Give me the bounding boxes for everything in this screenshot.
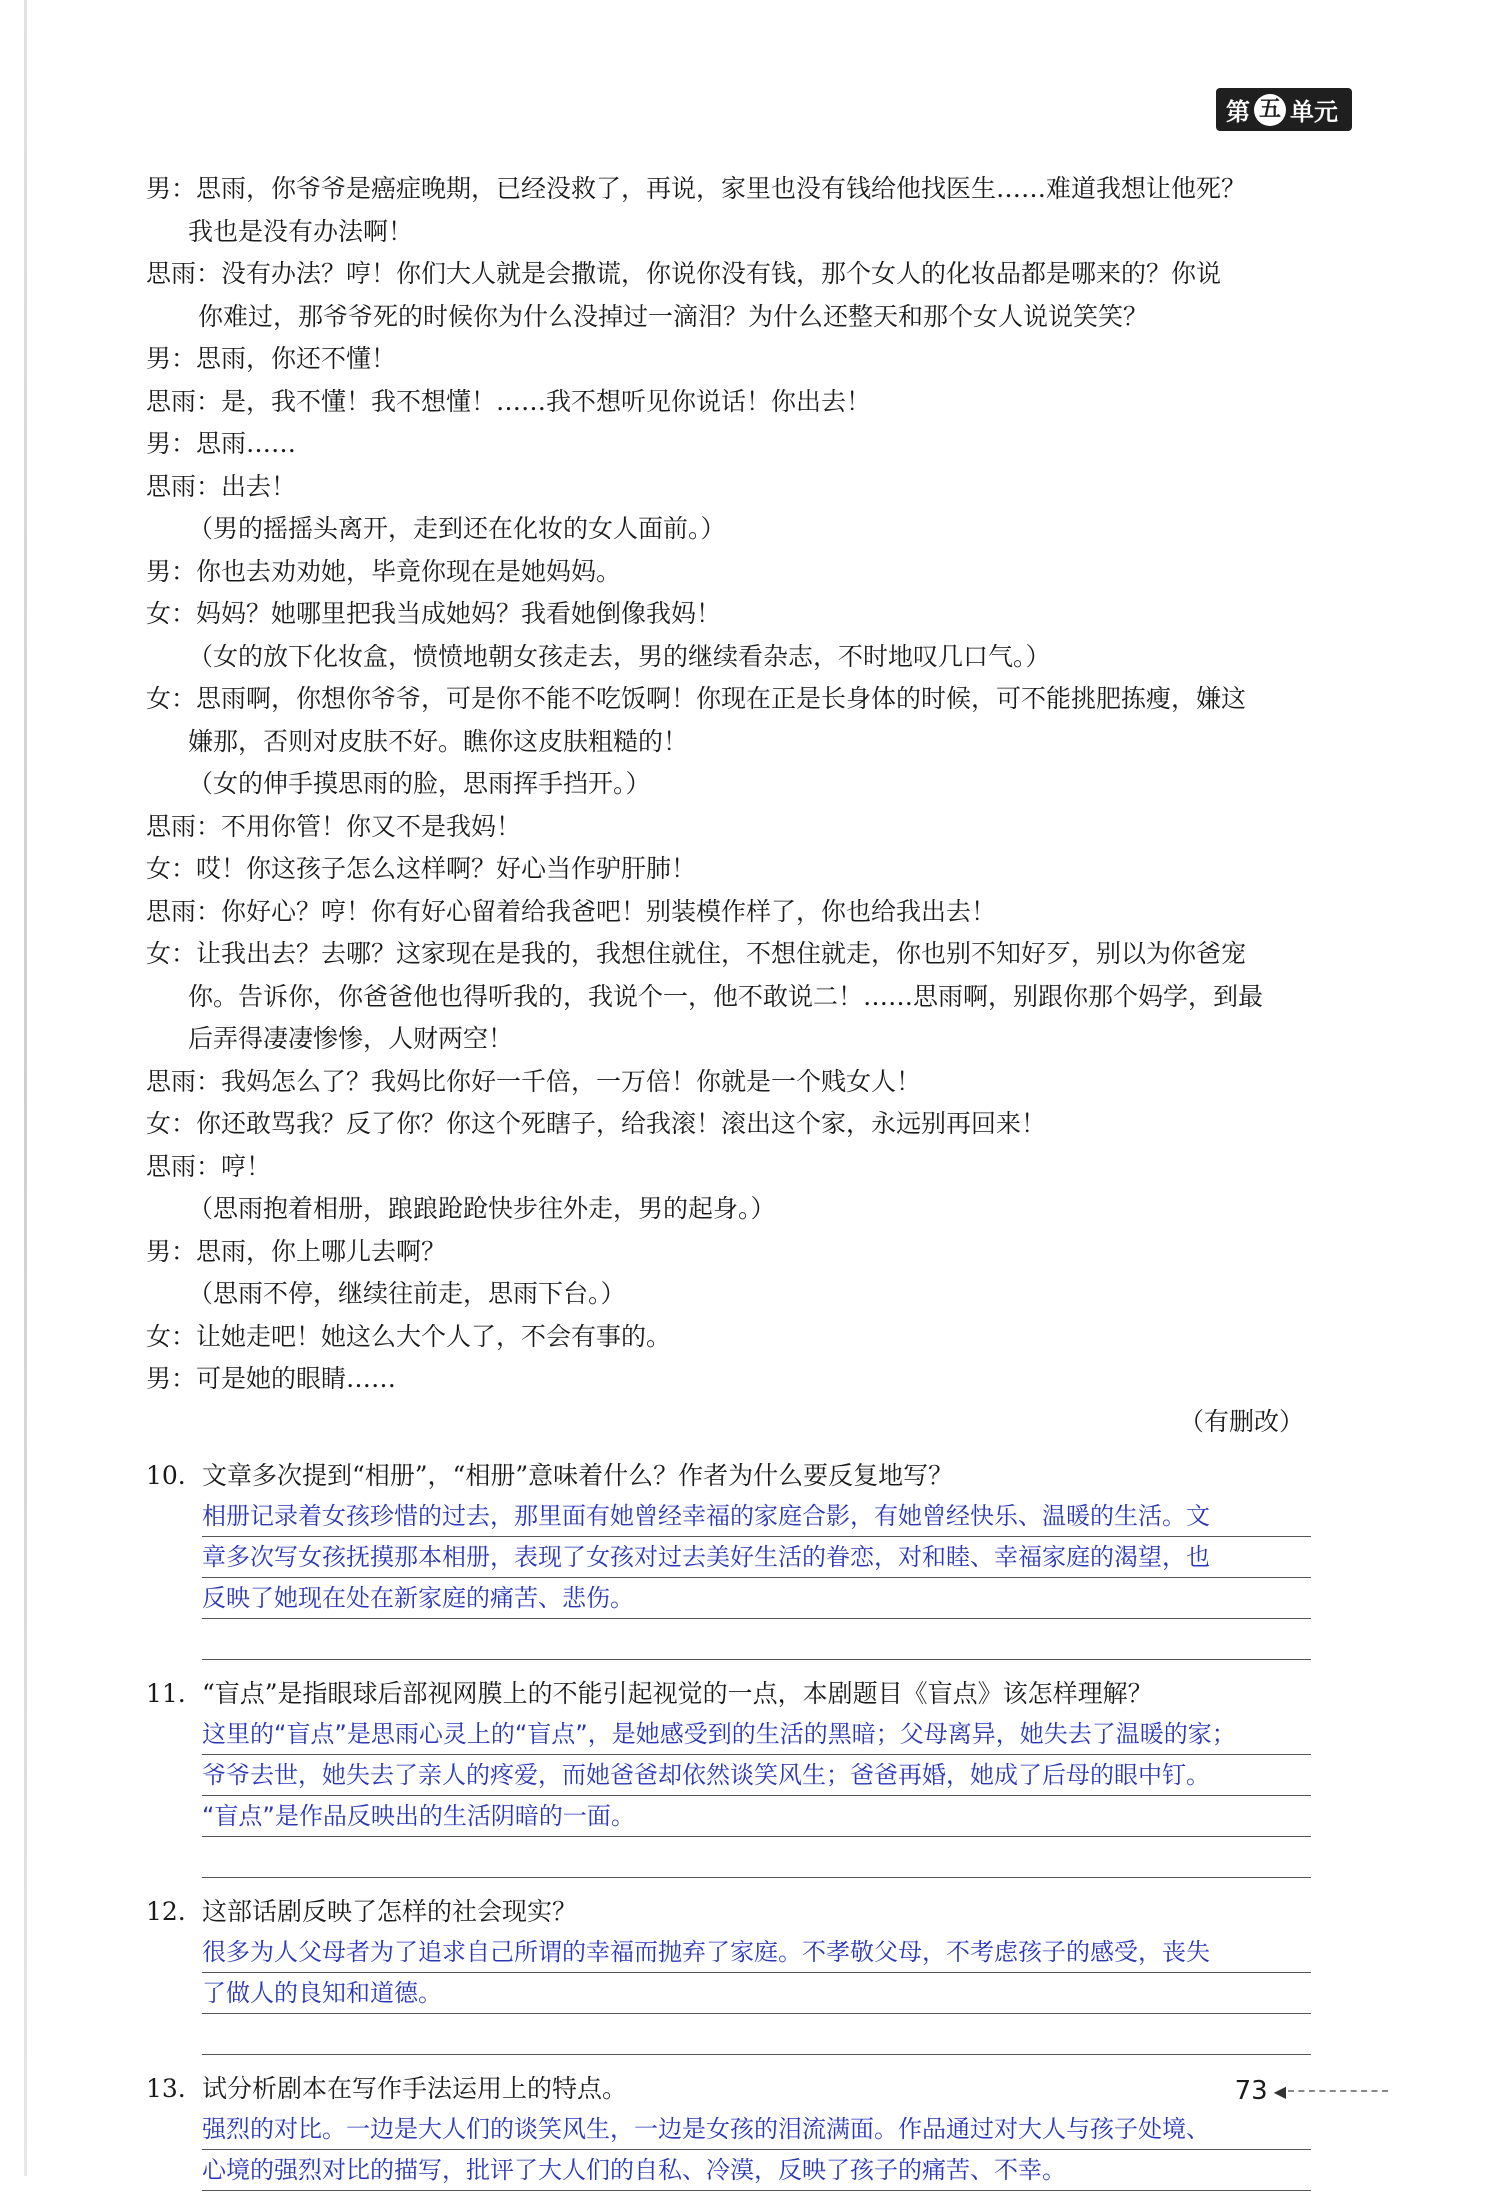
speaker-colon: ： bbox=[171, 854, 197, 883]
speaker-colon: ： bbox=[171, 1236, 197, 1266]
speaker-colon: ： bbox=[196, 471, 222, 501]
speaker-colon: ： bbox=[196, 896, 222, 926]
speaker-colon: ： bbox=[196, 1066, 222, 1096]
speaker-name: 思雨 bbox=[146, 1151, 197, 1181]
stage-direction: （男的摇摇头离开，走到还在化妆的女人面前。） bbox=[188, 514, 726, 543]
dialogue-line bbox=[146, 338, 1306, 381]
speaker-name: 思雨 bbox=[146, 896, 197, 926]
handwritten-answer-line: 爷爷去世，她失去了亲人的疼爱，而她爸爸却依然谈笑风生；爸爸再婚，她成了后母的眼中钉。 bbox=[202, 1755, 1311, 1796]
answer-block bbox=[202, 1932, 1311, 2055]
dialogue-continuation: 你难过，那爷爷死的时候你为什么没掉过一滴泪？为什么还整天和那个女人说说笑笑？ bbox=[198, 301, 1149, 331]
dialogue-text: 你好心？哼！你有好心留着给我爸吧！别装模作样了，你也给我出去！ bbox=[221, 896, 997, 926]
handwritten-answer-line: 反映了她现在处在新家庭的痛苦、悲伤。 bbox=[202, 1578, 1311, 1619]
dialogue-line bbox=[146, 381, 1306, 424]
handwritten-answer-line: “盲点”是作品反映出的生活阴暗的一面。 bbox=[202, 1796, 1311, 1837]
answer-block bbox=[202, 1496, 1311, 1660]
dialogue-text: 出去！ bbox=[221, 471, 297, 501]
dialogue-line bbox=[146, 551, 1306, 594]
page-number: 73 bbox=[1234, 2076, 1268, 2106]
dialogue-text: 让我出去？去哪？这家现在是我的，我想住就住，不想住就走，你也别不知好歹，别以为你爸宠 bbox=[196, 939, 1247, 968]
speaker-name: 男 bbox=[146, 344, 172, 373]
stage-direction: （女的放下化妆盒，愤愤地朝女孩走去，男的继续看杂志，不时地叹几口气。） bbox=[188, 641, 1051, 671]
speaker-colon: ： bbox=[171, 684, 197, 713]
source-note: （有删改） bbox=[1178, 1406, 1304, 1436]
speaker-colon: ： bbox=[196, 1151, 222, 1181]
dialogue-line bbox=[146, 1358, 1306, 1401]
unit-suffix: 单元 bbox=[1290, 98, 1338, 126]
dialogue-text: 你也去劝劝她，毕竟你现在是她妈妈。 bbox=[196, 556, 622, 586]
dialogue-text: 可是她的眼睛…… bbox=[196, 1364, 397, 1393]
handwritten-answer-line: 了做人的良知和道德。 bbox=[202, 1973, 1311, 2014]
question-item bbox=[146, 1456, 1311, 1660]
dialogue-text: 你还敢骂我？反了你？你这个死瞎子，给我滚！滚出这个家，永远别再回来！ bbox=[196, 1109, 1047, 1138]
question-text: 这部话剧反映了怎样的社会现实？ bbox=[202, 1897, 578, 1926]
dialogue-line bbox=[146, 1146, 1306, 1189]
unit-badge bbox=[1216, 88, 1352, 131]
answer-blank-line bbox=[202, 2014, 1311, 2055]
stage-direction: （思雨不停，继续往前走，思雨下台。） bbox=[188, 1279, 626, 1308]
answer-blank-line bbox=[202, 1619, 1311, 1660]
questions-section bbox=[146, 1456, 1311, 2205]
dialogue-line bbox=[146, 1061, 1306, 1104]
question-text: 文章多次提到“相册”，“相册”意味着什么？作者为什么要反复地写？ bbox=[202, 1461, 954, 1490]
dialogue-text: 哼！ bbox=[221, 1151, 272, 1181]
speaker-colon: ： bbox=[171, 344, 197, 373]
speaker-name: 女 bbox=[146, 684, 172, 713]
speaker-name: 男 bbox=[146, 1236, 172, 1266]
speaker-colon: ： bbox=[171, 1321, 197, 1351]
speaker-colon: ： bbox=[196, 259, 222, 288]
answer-block bbox=[202, 1714, 1311, 1878]
dialogue-line bbox=[146, 678, 1306, 763]
dialogue-text: 我妈怎么了？我妈比你好一千倍，一万倍！你就是一个贱女人！ bbox=[221, 1066, 922, 1096]
question-item bbox=[146, 2069, 1311, 2191]
speaker-colon: ： bbox=[171, 1364, 197, 1393]
question-item bbox=[146, 1892, 1311, 2055]
question-item bbox=[146, 1674, 1311, 1878]
speaker-colon: ： bbox=[171, 599, 197, 628]
dashed-rule bbox=[1288, 2090, 1388, 2092]
dialogue-text: 思雨，你爷爷是癌症晚期，已经没救了，再说，家里也没有钱给他找医生……难道我想让他死？ bbox=[196, 174, 1247, 203]
speaker-colon: ： bbox=[171, 1109, 197, 1138]
dialogue-line bbox=[146, 168, 1306, 253]
handwritten-answer-line: 这里的“盲点”是思雨心灵上的“盲点”，是她感受到的生活的黑暗；父母离异，她失去了温暖的家； bbox=[202, 1714, 1311, 1755]
dialogue-line bbox=[146, 1316, 1306, 1359]
dialogue-text: 让她走吧！她这么大个人了，不会有事的。 bbox=[196, 1321, 672, 1351]
dialogue-line bbox=[146, 253, 1306, 338]
question-text: “盲点”是指眼球后部视网膜上的不能引起视觉的一点，本剧题目《盲点》该怎样理解？ bbox=[202, 1679, 1153, 1708]
question-text: 试分析剧本在写作手法运用上的特点。 bbox=[202, 2074, 628, 2103]
dialogue-text: 思雨啊，你想你爷爷，可是你不能不吃饭啊！你现在正是长身体的时候，可不能挑肥拣瘦，嫌这 bbox=[196, 684, 1247, 713]
dialogue-line bbox=[146, 891, 1306, 934]
handwritten-answer-line: 很多为人父母者为了追求自己所谓的幸福而抛弃了家庭。不孝敬父母，不考虑孩子的感受，丧失 bbox=[202, 1932, 1311, 1973]
dialogue-line bbox=[146, 466, 1306, 509]
question-prompt bbox=[146, 1456, 1311, 1496]
question-prompt bbox=[146, 1892, 1311, 1932]
dialogue-line bbox=[146, 593, 1306, 636]
question-number: 13. bbox=[146, 2074, 186, 2103]
dialogue-line bbox=[146, 1103, 1306, 1146]
speaker-name: 女 bbox=[146, 939, 172, 968]
dialogue-text: 思雨，你上哪儿去啊？ bbox=[196, 1236, 447, 1266]
speaker-colon: ： bbox=[171, 556, 197, 586]
dialogue-line bbox=[146, 933, 1306, 1061]
speaker-name: 思雨 bbox=[146, 811, 197, 841]
answer-block bbox=[202, 2109, 1311, 2191]
answer-blank-line bbox=[202, 1837, 1311, 1878]
question-prompt bbox=[146, 1674, 1311, 1714]
handwritten-answer-line: 强烈的对比。一边是大人们的谈笑风生，一边是女孩的泪流满面。作品通过对大人与孩子处境、 bbox=[202, 2109, 1311, 2150]
speaker-colon: ： bbox=[171, 939, 197, 968]
speaker-name: 男 bbox=[146, 556, 172, 586]
play-script bbox=[146, 168, 1306, 1443]
speaker-colon: ： bbox=[171, 429, 197, 458]
dialogue-line bbox=[146, 423, 1306, 466]
dialogue-text: 思雨，你还不懂！ bbox=[196, 344, 397, 373]
dialogue-continuation: 我也是没有办法啊！ bbox=[188, 216, 414, 246]
unit-prefix: 第 bbox=[1226, 98, 1250, 126]
speaker-name: 女 bbox=[146, 1321, 172, 1351]
speaker-name: 男 bbox=[146, 429, 172, 458]
page-number-footer bbox=[1235, 2076, 1388, 2106]
dialogue-continuation: 你。告诉你，你爸爸他也得听我的，我说个一，他不敢说二！……思雨啊，别跟你那个妈学，到最 bbox=[188, 981, 1264, 1011]
handwritten-answer-line: 心境的强烈对比的描写，批评了大人们的自私、冷漠，反映了孩子的痛苦、不幸。 bbox=[202, 2150, 1311, 2191]
dialogue-line bbox=[146, 806, 1306, 849]
dialogue-text: 哎！你这孩子怎么这样啊？好心当作驴肝肺！ bbox=[196, 854, 697, 883]
dialogue-text: 思雨…… bbox=[196, 429, 297, 458]
question-prompt bbox=[146, 2069, 1311, 2109]
speaker-name: 男 bbox=[146, 1364, 172, 1393]
speaker-name: 思雨 bbox=[146, 471, 197, 501]
dialogue-text: 妈妈？她哪里把我当成她妈？我看她倒像我妈！ bbox=[196, 599, 722, 628]
question-number: 10. bbox=[146, 1461, 186, 1490]
stage-direction: （思雨抱着相册，踉踉跄跄快步往外走，男的起身。） bbox=[188, 1194, 776, 1223]
speaker-name: 女 bbox=[146, 599, 172, 628]
dialogue-continuation: 后弄得凄凄惨惨，人财两空！ bbox=[188, 1024, 514, 1053]
speaker-colon: ： bbox=[171, 174, 197, 203]
unit-number: 五 bbox=[1254, 94, 1286, 126]
question-number: 12. bbox=[146, 1897, 186, 1926]
speaker-name: 思雨 bbox=[146, 386, 197, 416]
speaker-name: 女 bbox=[146, 1109, 172, 1138]
stage-direction: （女的伸手摸思雨的脸，思雨挥手挡开。） bbox=[188, 769, 651, 798]
speaker-name: 女 bbox=[146, 854, 172, 883]
speaker-colon: ： bbox=[196, 386, 222, 416]
dialogue-text: 是，我不懂！我不想懂！……我不想听见你说话！你出去！ bbox=[221, 386, 872, 416]
handwritten-answer-line: 相册记录着女孩珍惜的过去，那里面有她曾经幸福的家庭合影，有她曾经快乐、温暖的生活。文 bbox=[202, 1496, 1311, 1537]
arrow-left-icon: ◀ bbox=[1273, 2081, 1286, 2101]
speaker-name: 思雨 bbox=[146, 259, 197, 288]
handwritten-answer-line: 章多次写女孩抚摸那本相册，表现了女孩对过去美好生活的眷恋，对和睦、幸福家庭的渴望，也 bbox=[202, 1537, 1311, 1578]
dialogue-continuation: 嫌那，否则对皮肤不好。瞧你这皮肤粗糙的！ bbox=[188, 726, 689, 756]
dialogue-text: 没有办法？哼！你们大人就是会撒谎，你说你没有钱，那个女人的化妆品都是哪来的？你说 bbox=[221, 259, 1222, 288]
speaker-name: 男 bbox=[146, 174, 172, 203]
speaker-name: 思雨 bbox=[146, 1066, 197, 1096]
question-number: 11. bbox=[146, 1679, 186, 1708]
page-binding-edge bbox=[24, 0, 27, 2176]
speaker-colon: ： bbox=[196, 811, 222, 841]
dialogue-text: 不用你管！你又不是我妈！ bbox=[221, 811, 522, 841]
dialogue-line bbox=[146, 1231, 1306, 1274]
dialogue-line bbox=[146, 848, 1306, 891]
